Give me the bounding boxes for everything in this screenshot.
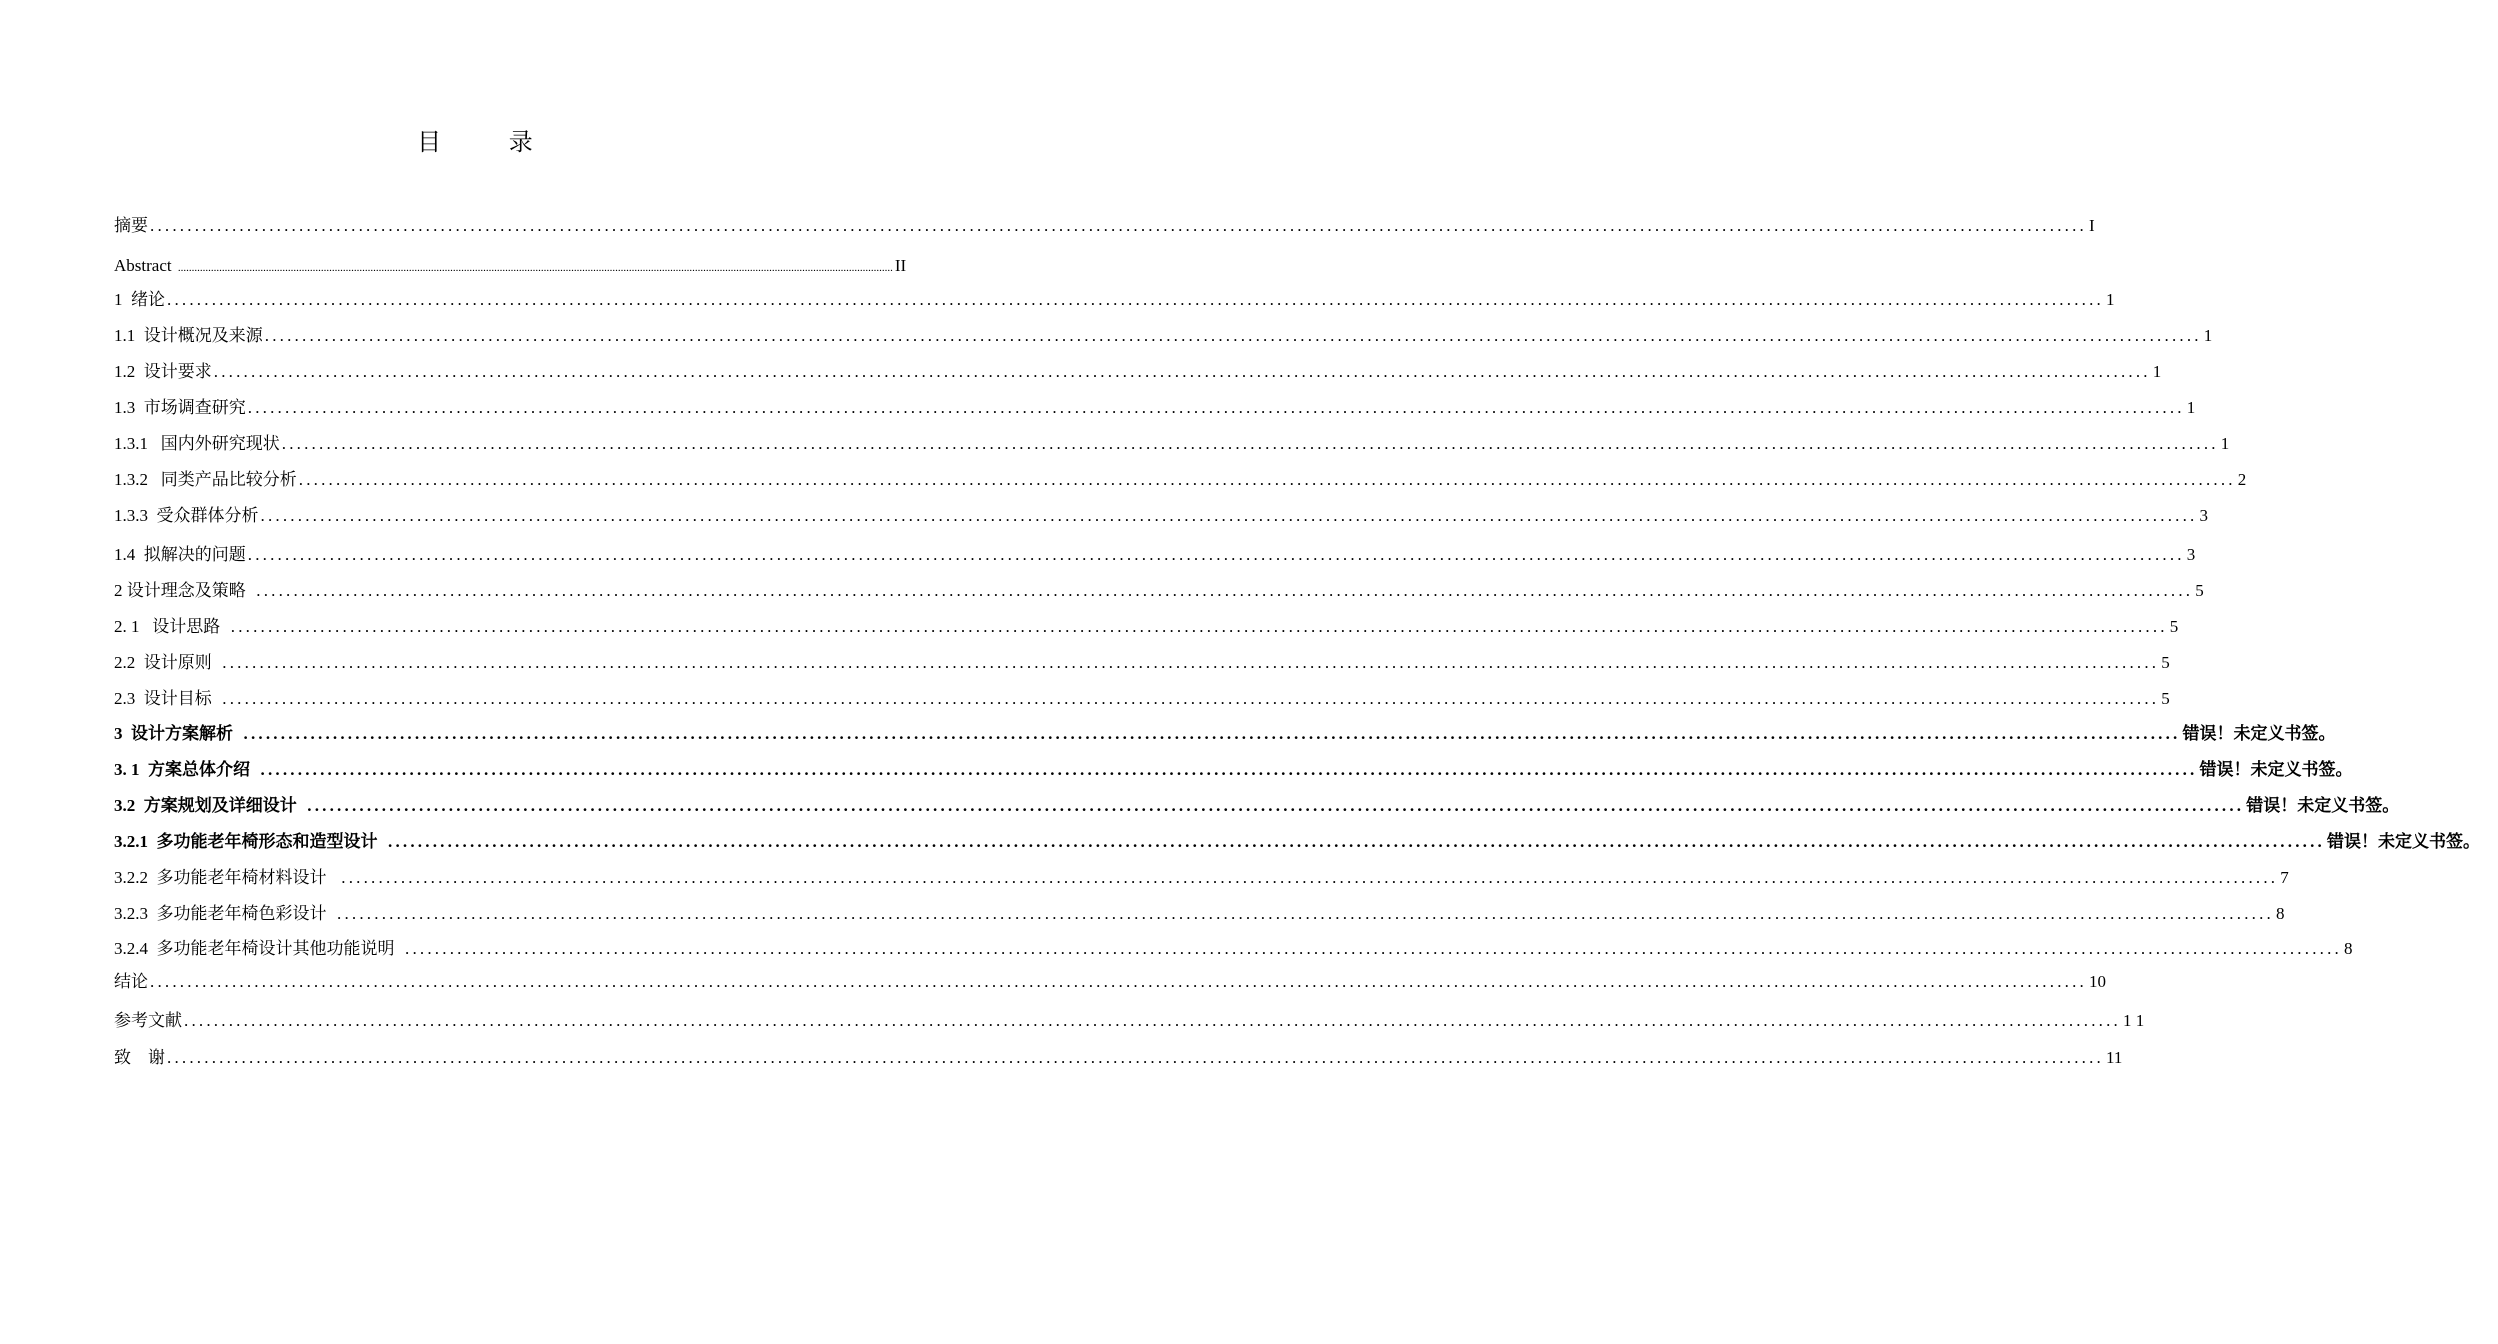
dot-leader: .................................................................................................................................................................................................................................................................... — [177, 262, 893, 274]
toc-entry-label: 3.2.3 多功能老年椅色彩设计 — [114, 904, 335, 923]
toc-entry-3-2[interactable] — [114, 794, 2400, 818]
dot-leader: .................................................................................................................................................................................................................................................................... — [337, 904, 2274, 923]
dot-leader: .................................................................................................................................................................................................................................................................... — [298, 470, 2236, 489]
dot-leader: .................................................................................................................................................................................................................................................................... — [256, 581, 2194, 600]
toc-entry-label: 摘要 — [114, 216, 148, 235]
toc-entry-page: 5 — [2195, 581, 2204, 600]
toc-entry-label: 1.1 设计概况及来源 — [114, 326, 263, 345]
dot-leader: .................................................................................................................................................................................................................................................................... — [405, 939, 2342, 958]
toc-entry-page-error: 错误！未定义书签。 — [2327, 832, 2480, 852]
dot-leader: .................................................................................................................................................................................................................................................................... — [341, 868, 2279, 887]
toc-entry-label: 3.2 方案规划及详细设计 — [114, 796, 306, 815]
toc-entry-label: Abstract — [114, 256, 176, 275]
toc-entry-page: 1 — [2106, 290, 2115, 309]
toc-entry-label: 3. 1 方案总体介绍 — [114, 760, 259, 779]
toc-entry-1-4[interactable] — [114, 543, 2196, 567]
toc-entry-label: 1.3 市场调查研究 — [114, 398, 246, 417]
dot-leader: .................................................................................................................................................................................................................................................................... — [247, 545, 2185, 564]
toc-entry-acknowledgements[interactable] — [114, 1046, 2123, 1070]
toc-entry-label: 2.2 设计原则 — [114, 653, 221, 672]
toc-entry-label: 1.4 拟解决的问题 — [114, 545, 246, 564]
toc-entry-page: 5 — [2161, 653, 2170, 672]
toc-entry-label: 2. 1 设计思路 — [114, 617, 229, 636]
toc-entry-3-2-4[interactable] — [114, 937, 2353, 961]
toc-entry-page: 1 — [2152, 362, 2162, 381]
dot-leader: .................................................................................................................................................................................................................................................................... — [213, 362, 2151, 381]
toc-entry-page: II — [894, 256, 907, 275]
dot-leader: .................................................................................................................................................................................................................................................................... — [388, 832, 2325, 851]
toc-entry-page: 3 — [2186, 545, 2196, 564]
dot-leader: .................................................................................................................................................................................................................................................................... — [167, 1048, 2104, 1067]
dot-leader: .................................................................................................................................................................................................................................................................... — [167, 290, 2104, 309]
dot-leader: .................................................................................................................................................................................................................................................................... — [264, 326, 2202, 345]
toc-title: 目 录 — [417, 128, 563, 156]
dot-leader: .................................................................................................................................................................................................................................................................... — [222, 653, 2160, 672]
toc-entry-label: 2.3 设计目标 — [114, 689, 221, 708]
toc-entry-page: 3 — [2199, 506, 2208, 525]
toc-entry-conclusion[interactable] — [114, 970, 2106, 994]
toc-entry-3-2-1[interactable] — [114, 830, 2480, 854]
toc-entry-page: 8 — [2344, 939, 2353, 958]
toc-entry-1-1[interactable] — [114, 324, 2213, 348]
toc-entry-references[interactable] — [114, 1009, 2145, 1033]
toc-entry-1-3-3[interactable] — [114, 504, 2208, 528]
dot-leader: .................................................................................................................................................................................................................................................................... — [281, 434, 2219, 453]
dot-leader: .................................................................................................................................................................................................................................................................... — [260, 760, 2198, 779]
toc-entry-label: 3.2.4 多功能老年椅设计其他功能说明 — [114, 939, 403, 958]
toc-entry-3-1[interactable] — [114, 758, 2353, 782]
toc-entry-page: I — [2089, 216, 2095, 235]
toc-entry-page: 1 1 — [2123, 1011, 2145, 1030]
toc-entry-label: 1.3.1 国内外研究现状 — [114, 434, 280, 453]
toc-entry-label: 3.2.1 多功能老年椅形态和造型设计 — [114, 832, 386, 851]
toc-entry-3[interactable] — [114, 722, 2336, 746]
toc-entry-abstract-cn[interactable] — [114, 214, 2095, 238]
dot-leader: .................................................................................................................................................................................................................................................................... — [307, 796, 2245, 815]
toc-entry-2-1[interactable] — [114, 615, 2179, 639]
toc-entry-page-error: 错误！未定义书签。 — [2246, 796, 2400, 816]
toc-entry-label: 2 设计理念及策略 — [114, 581, 255, 600]
toc-entry-1[interactable] — [114, 288, 2115, 312]
dot-leader: .................................................................................................................................................................................................................................................................... — [230, 617, 2168, 636]
toc-entry-label: 致 谢 — [114, 1048, 165, 1067]
dot-leader: .................................................................................................................................................................................................................................................................... — [184, 1011, 2121, 1030]
toc-entry-page: 10 — [2089, 972, 2106, 991]
toc-entry-page-error: 错误！未定义书签。 — [2182, 724, 2336, 744]
toc-entry-label: 结论 — [114, 972, 148, 991]
toc-entry-label: 1.2 设计要求 — [114, 362, 212, 381]
toc-entry-3-2-3[interactable] — [114, 902, 2285, 926]
dot-leader: .................................................................................................................................................................................................................................................................... — [243, 724, 2181, 743]
dot-leader: .................................................................................................................................................................................................................................................................... — [150, 972, 2087, 991]
toc-entry-1-3-2[interactable] — [114, 468, 2247, 492]
toc-entry-page: 11 — [2106, 1048, 2123, 1067]
toc-entry-page: 7 — [2280, 868, 2289, 887]
toc-entry-page: 8 — [2276, 904, 2285, 923]
toc-entry-3-2-2[interactable] — [114, 866, 2289, 890]
toc-entry-label: 1.3.2 同类产品比较分析 — [114, 470, 297, 489]
dot-leader: .................................................................................................................................................................................................................................................................... — [247, 398, 2185, 417]
toc-entry-label: 1 绪论 — [114, 290, 165, 309]
toc-entry-1-2[interactable] — [114, 360, 2162, 384]
toc-entry-page: 1 — [2186, 398, 2196, 417]
toc-entry-2-2[interactable] — [114, 651, 2170, 675]
toc-entry-page: 1 — [2203, 326, 2213, 345]
toc-entry-abstract-en[interactable] — [114, 254, 907, 278]
dot-leader: .................................................................................................................................................................................................................................................................... — [222, 689, 2160, 708]
toc-entry-page: 2 — [2237, 470, 2247, 489]
dot-leader: .................................................................................................................................................................................................................................................................... — [260, 506, 2198, 525]
toc-entry-page-error: 错误！未定义书签。 — [2199, 760, 2353, 780]
dot-leader: .................................................................................................................................................................................................................................................................... — [150, 216, 2087, 235]
toc-entry-label: 参考文献 — [114, 1011, 182, 1030]
toc-entry-1-3-1[interactable] — [114, 432, 2230, 456]
toc-entry-label: 1.3.3 受众群体分析 — [114, 506, 259, 525]
toc-entry-2[interactable] — [114, 579, 2204, 603]
toc-entry-page: 5 — [2169, 617, 2179, 636]
toc-entry-page: 1 — [2220, 434, 2230, 453]
toc-entry-label: 3 设计方案解析 — [114, 724, 242, 743]
toc-entry-1-3[interactable] — [114, 396, 2196, 420]
toc-entry-2-3[interactable] — [114, 687, 2170, 711]
toc-entry-page: 5 — [2161, 689, 2170, 708]
toc-entry-label: 3.2.2 多功能老年椅材料设计 — [114, 868, 340, 887]
toc-list — [114, 0, 2480, 1344]
